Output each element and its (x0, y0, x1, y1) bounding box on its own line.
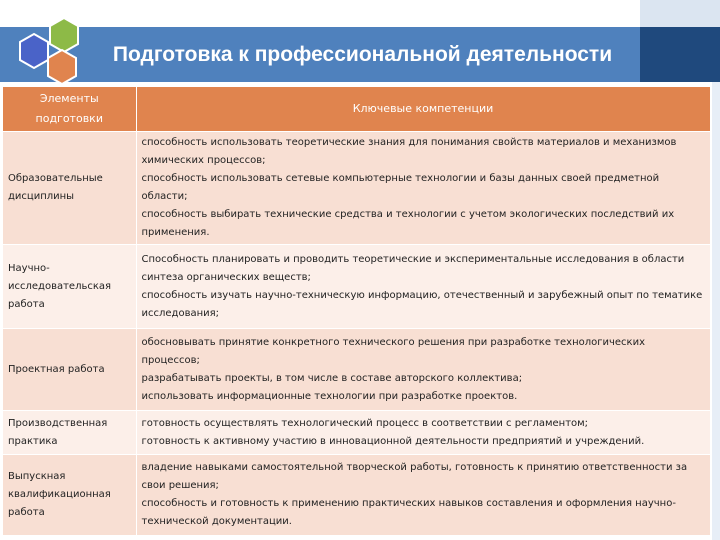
header-competencies: Ключевые компетенции (136, 87, 710, 132)
competency-item: Способность планировать и проводить теоретические и экспериментальные исследования в области синтеза органических веществ; (141, 253, 685, 283)
competency-item: способность изучать научно-техническую информацию, отечественный и зарубежный опыт по тематике исследования; (141, 289, 703, 319)
row-element: Производственная практика (3, 411, 136, 455)
table-row (3, 132, 710, 245)
competency-item: способность использовать теоретические знания для понимания свойств материалов и механизмов химических процессов; (141, 137, 677, 166)
row-element: Проектная работа (3, 329, 136, 411)
row-element: Образовательные дисциплины (3, 132, 136, 245)
table-row (3, 245, 710, 329)
right-side-strip (712, 82, 720, 540)
table-row (3, 455, 710, 535)
competencies-table (3, 87, 711, 535)
hexagon-blue-icon (20, 34, 48, 68)
row-element: Научно-исследовательская работа (3, 245, 136, 329)
header-elements: Элементы подготовки (3, 87, 136, 132)
page-title: Подготовка к профессиональной деятельности (112, 43, 613, 66)
hexagon-logo (8, 14, 82, 90)
competency-item: готовность осуществлять технологический процесс в соответствии с регламентом; (141, 417, 589, 429)
competency-item: использовать информационные технологии при разработке проектов. (141, 390, 518, 402)
competency-item: разрабатывать проекты, в том числе в составе авторского коллектива; (141, 372, 523, 384)
table-header-row (3, 87, 710, 132)
row-element: Выпускная квалификационная работа (3, 455, 136, 535)
row-competencies (136, 329, 710, 411)
row-competencies (136, 245, 710, 329)
competency-item: обосновывать принятие конкретного технического решения при разработке технологических процессов; (141, 336, 646, 366)
table-row (3, 329, 710, 411)
competency-item: способность использовать сетевые компьютерные технологии и базы данных своей предметной области; (141, 173, 660, 202)
row-competencies (136, 455, 710, 535)
hexagon-orange-icon (48, 50, 76, 84)
row-competencies (136, 132, 710, 245)
competency-item: способность и готовность к применению практических навыков составления и оформления научно-технической документации. (141, 497, 676, 527)
right-top-strip (640, 0, 720, 27)
competency-item: способность выбирать технические средства и технологии с учетом экологических последствий их применения. (141, 209, 675, 238)
hexagon-green-icon (50, 18, 78, 52)
competency-item: владение навыками самостоятельной творческой работы, готовность к принятию ответственности за свои решения; (141, 461, 688, 491)
title-bar-accent (640, 27, 720, 82)
row-competencies (136, 411, 710, 455)
competency-item: готовность к активному участию в инновационной деятельности предприятий и учреждений. (141, 435, 645, 447)
table-row (3, 411, 710, 455)
